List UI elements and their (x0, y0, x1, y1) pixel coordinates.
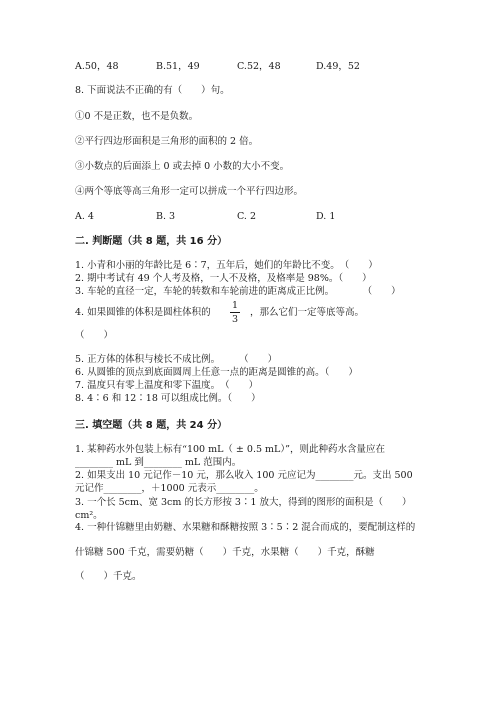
option-a: A.50，48 (75, 61, 119, 72)
question-8-item-1: ①0 不是正数，也不是负数。 (75, 111, 199, 122)
judge-question-2: 2. 期中考试有 49 个人考及格，一人不及格，及格率是 98%。（ ） (75, 273, 372, 284)
section-2-title: 二. 判断题（共 8 题，共 16 分） (75, 236, 228, 247)
fraction-numerator: 1 (231, 300, 239, 311)
question-8-item-4: ④两个等底等高三角形一定可以拼成一个平行四边形。 (75, 186, 304, 197)
judge-question-8: 8. 4∶6 和 12∶18 可以组成比例。（ ） (75, 393, 261, 404)
question-8-item-2: ②平行四边形面积是三角形的面积的 2 倍。 (75, 136, 259, 147)
judge-question-4-text-end: ，那么它们一定等底等高。 (250, 307, 365, 318)
judge-question-1: 1. 小青和小丽的年龄比是 6∶7，五年后，她们的年龄比不变。 （ ） (75, 260, 378, 271)
section-3-title: 三. 填空题（共 8 题，共 24 分） (75, 420, 228, 431)
fill-question-3-line-2: cm²。 (75, 510, 103, 521)
option-c: C.52，48 (237, 61, 281, 72)
fill-question-1-line-2: ________ mL 到________ mL 范围内。 (75, 457, 242, 468)
question-8-option-c: C. 2 (237, 211, 257, 222)
fill-question-4-line-2: 什锦糖 500 千克，需要奶糖（ ）千克，水果糖（ ）千克，酥糖 (75, 547, 375, 558)
judge-question-5: 5. 正方体的体积与棱长不成比例。 （ ） (75, 354, 278, 365)
option-b: B.51，49 (156, 61, 200, 72)
fill-question-2-line-2: 元记作________，＋1000 元表示________。 (75, 483, 264, 494)
question-8-item-3: ③小数点的后面添上 0 或去掉 0 小数的大小不变。 (75, 161, 290, 172)
judge-question-6: 6. 从圆锥的顶点到底面圆周上任意一点的距离是圆锥的高。（ ） (75, 367, 358, 378)
judge-question-4-paren: （ ） (75, 330, 114, 341)
fraction-denominator: 3 (231, 314, 239, 325)
fill-question-4-line-1: 4. 一种什锦糖里由奶糖、水果糖和酥糖按照 3∶5∶2 混合而成的，要配制这样的 (75, 522, 416, 533)
question-8-option-b: B. 3 (156, 211, 176, 222)
fill-question-1-line-1: 1. 某种药水外包装上标有“100 mL（ ± 0.5 mL）”，则此种药水含量应在 (75, 444, 385, 455)
judge-question-7: 7. 温度只有零上温度和零下温度。 （ ） (75, 380, 259, 391)
fill-question-4-line-3: （ ）千克。 (75, 571, 142, 582)
judge-question-3: 3. 车轮的直径一定，车轮的转数和车轮前进的距离成正比例。 （ ） (75, 286, 401, 297)
judge-question-4-text: 4. 如果圆锥的体积是圆柱体积的 (75, 307, 211, 318)
question-8-stem: 8. 下面说法不正确的有（ ）句。 (75, 85, 230, 96)
fraction-one-third (230, 300, 240, 325)
question-8-option-d: D. 1 (316, 211, 336, 222)
fraction-bar (230, 312, 240, 313)
option-d: D.49，52 (316, 61, 360, 72)
question-8-option-a: A. 4 (75, 211, 94, 222)
fill-question-2-line-1: 2. 如果支出 10 元记作－10 元，那么收入 100 元应记为________元。支出 500 (75, 470, 413, 481)
fill-question-3-line-1: 3. 一个长 5cm、宽 3cm 的长方形按 3∶1 放大，得到的图形的面积是（ ） (75, 497, 412, 508)
